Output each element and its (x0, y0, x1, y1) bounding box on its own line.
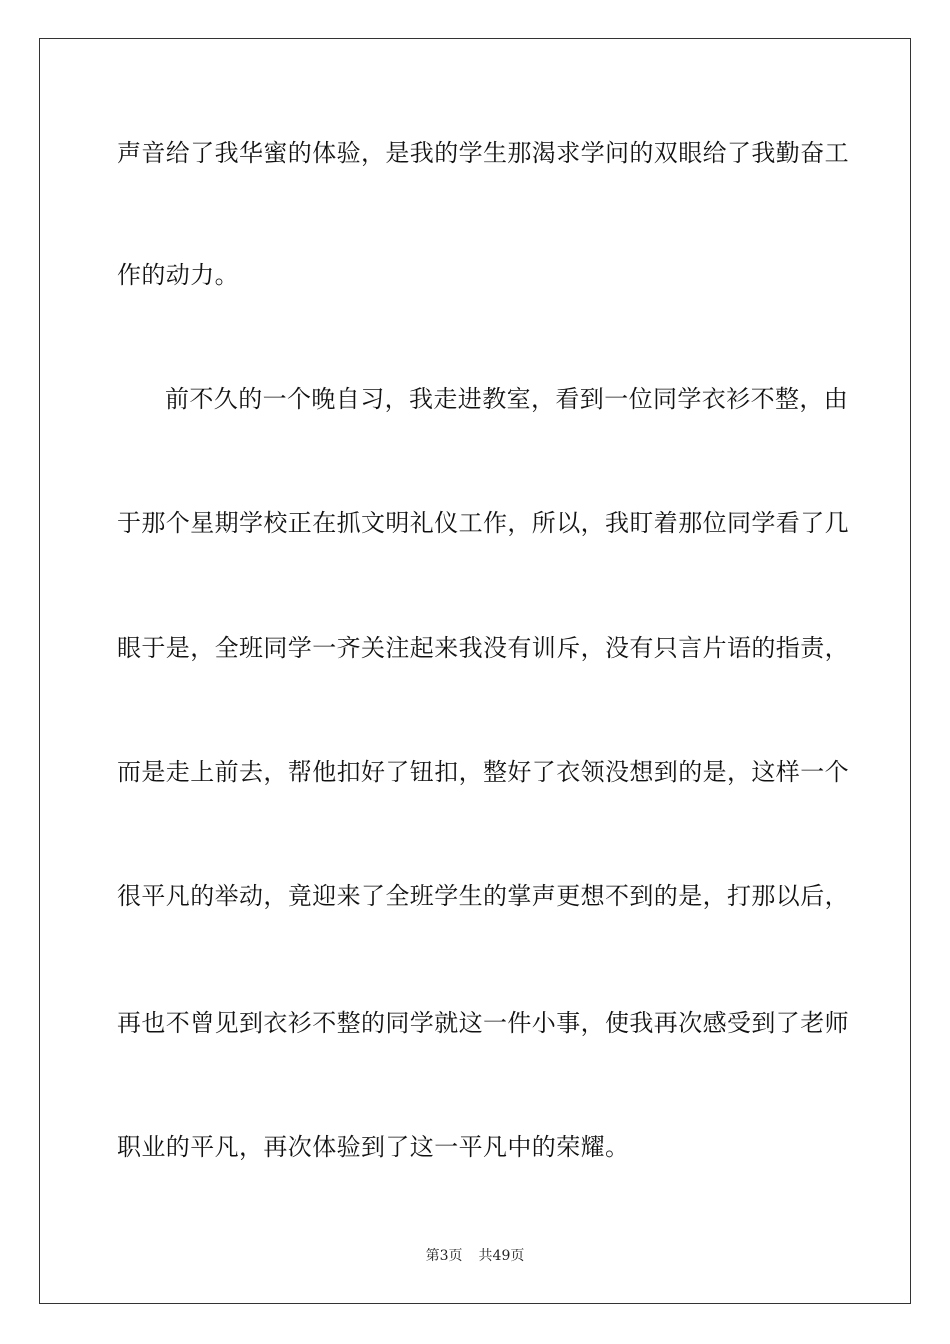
paragraph-line: 很平凡的举动，竟迎来了全班学生的掌声更想不到的是，打那以后， (117, 882, 849, 910)
paragraph-line: 于那个星期学校正在抓文明礼仪工作，所以，我盯着那位同学看了几 (117, 509, 849, 537)
paragraph-line: 而是走上前去，帮他扣好了钮扣，整好了衣领没想到的是，这样一个 (117, 758, 849, 786)
paragraph-line: 眼于是，全班同学一齐关注起来我没有训斥，没有只言片语的指责， (117, 634, 849, 662)
page-number: 第3页 (425, 1248, 463, 1264)
page-footer (0, 1246, 950, 1266)
paragraph-line: 再也不曾见到衣衫不整的同学就这一件小事，使我再次感受到了老师 (117, 1009, 849, 1037)
paragraph-line: 声音给了我华蜜的体验，是我的学生那渴求学问的双眼给了我勤奋工 (117, 139, 849, 167)
paragraph-line: 职业的平凡，再次体验到了这一平凡中的荣耀。 (117, 1133, 630, 1161)
paragraph-line: 前不久的一个晚自习，我走进教室，看到一位同学衣衫不整，由 (165, 385, 849, 413)
paragraph-line: 作的动力。 (117, 261, 239, 289)
page-total: 共49页 (478, 1248, 525, 1264)
page-border (39, 38, 911, 1304)
